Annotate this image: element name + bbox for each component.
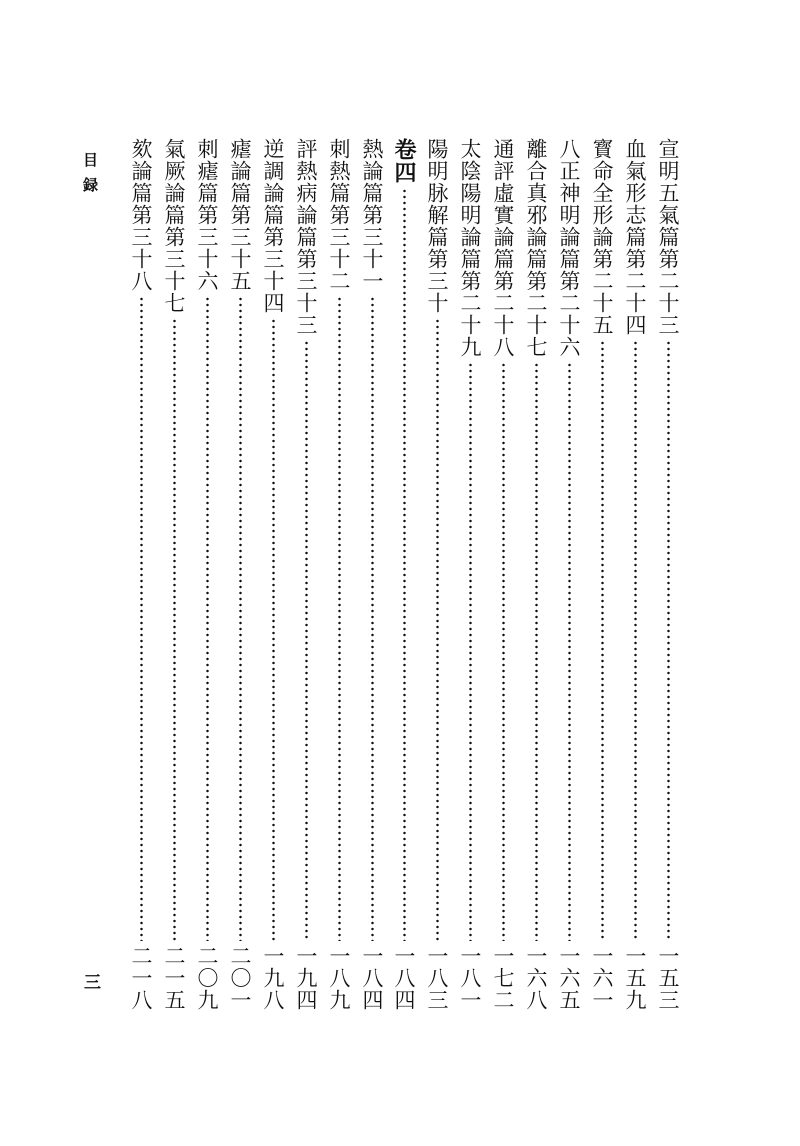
dot-leader — [140, 296, 143, 941]
toc-entry-title: 陽明脉解篇第三十 — [425, 138, 449, 314]
dot-leader — [338, 296, 341, 941]
toc-entry-page: 一六一 — [590, 945, 614, 1011]
toc-entry — [160, 138, 188, 1011]
toc-entry — [621, 138, 649, 1011]
toc-entry-title: 氣厥論篇第三十七 — [162, 138, 186, 314]
toc-entry — [456, 138, 484, 1011]
toc-volume-heading — [390, 138, 418, 1011]
toc-entry-page: 二〇一 — [228, 945, 252, 1011]
toc-entry-page: 一八四 — [360, 945, 384, 1011]
toc-entry-title: 刺熱篇第三十二 — [327, 138, 351, 292]
toc-entry-page: 一七二 — [491, 945, 515, 1011]
dot-leader — [667, 340, 670, 941]
toc-entry — [193, 138, 221, 1011]
toc-entry — [489, 138, 517, 1011]
dot-leader — [371, 296, 374, 941]
toc-entry-title: 評熱病論篇第三十三 — [294, 138, 318, 336]
toc-entry-title: 刺瘧篇第三十六 — [195, 138, 219, 292]
dot-leader — [403, 188, 406, 941]
dot-leader — [436, 318, 439, 941]
toc-entry — [522, 138, 550, 1011]
toc-entry-title: 血氣形志篇第二十四 — [623, 138, 647, 336]
dot-leader — [173, 318, 176, 941]
toc-entry-page: 二一五 — [162, 945, 186, 1011]
dot-leader — [239, 296, 242, 941]
dot-leader — [469, 362, 472, 941]
toc-entry-page: 一八九 — [327, 945, 351, 1011]
toc-entry-page: 一九八 — [261, 945, 285, 1011]
dot-leader — [305, 340, 308, 941]
dot-leader — [634, 340, 637, 941]
dot-leader — [568, 362, 571, 941]
toc-entry-title: 熱論篇第三十一 — [360, 138, 384, 292]
toc-entry-page: 二〇九 — [195, 945, 219, 1011]
toc-entry — [423, 138, 451, 1011]
toc-entry — [127, 138, 155, 1011]
running-head-title: 目録 — [81, 152, 99, 202]
dot-leader — [206, 296, 209, 941]
toc-entry-page: 二一八 — [129, 945, 153, 1011]
toc-entry — [259, 138, 287, 1011]
toc-entry-title: 瘧論篇第三十五 — [228, 138, 252, 292]
toc-entry-title: 宣明五氣篇第二十三 — [656, 138, 680, 336]
toc-entry-page: 一五三 — [656, 945, 680, 1011]
toc-volume-title: 卷四 — [391, 138, 417, 184]
dot-leader — [601, 340, 604, 941]
toc-entry — [358, 138, 386, 1011]
toc-entry-title: 太陰陽明論篇第二十九 — [458, 138, 482, 358]
toc-entry — [555, 138, 583, 1011]
toc-entry-title: 欬論篇第三十八 — [129, 138, 153, 292]
dot-leader — [535, 362, 538, 941]
toc-entry-page: 一八四 — [392, 945, 416, 1011]
page-number: 三 — [80, 973, 100, 1000]
toc-entry — [292, 138, 320, 1011]
toc-entry — [226, 138, 254, 1011]
toc-entry-title: 通評虛實論篇第二十八 — [491, 138, 515, 358]
toc-entry-title: 逆調論篇第三十四 — [261, 138, 285, 314]
toc-entry-title: 八正神明論篇第二十六 — [557, 138, 581, 358]
toc-entry — [325, 138, 353, 1011]
dot-leader — [502, 362, 505, 941]
toc-entry-page: 一九四 — [294, 945, 318, 1011]
toc-entry-page: 一六八 — [524, 945, 548, 1011]
toc-entry-page: 一八一 — [458, 945, 482, 1011]
toc-entry-page: 一八三 — [425, 945, 449, 1011]
toc-entry — [588, 138, 616, 1011]
toc-entry-title: 寳命全形論第二十五 — [590, 138, 614, 336]
toc-entry-page: 一六五 — [557, 945, 581, 1011]
dot-leader — [272, 318, 275, 941]
toc-entry-title: 離合真邪論篇第二十七 — [524, 138, 548, 358]
toc-entry-page: 一五九 — [623, 945, 647, 1011]
toc-entry — [654, 138, 682, 1011]
